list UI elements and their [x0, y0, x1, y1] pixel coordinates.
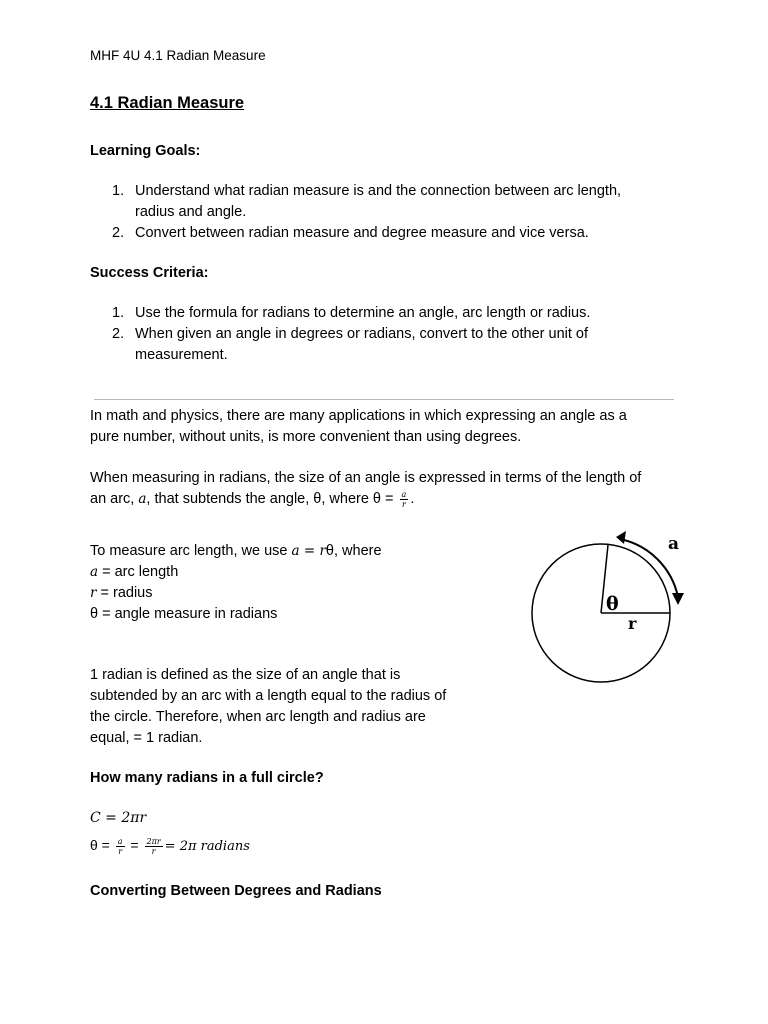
- list-item: 1. Understand what radian measure is and the connection between arc length, radius and angle.: [112, 183, 622, 220]
- full-circle-heading: How many radians in a full circle?: [90, 770, 324, 786]
- converting-heading: Converting Between Degrees and Radians: [90, 883, 382, 899]
- arrow-head-end: [672, 593, 684, 605]
- divider: [94, 399, 674, 400]
- label-a: a: [668, 534, 680, 554]
- label-r: r: [628, 614, 637, 633]
- arrow-head-start: [616, 531, 626, 544]
- full-circle-equation: θ = $\frac{a}{r}$ = $\frac{2\pi r}{r}$ = 2π radians: [90, 836, 250, 856]
- intro-paragraph: In math and physics, there are many applications in which expressing an angle as a pure number, without units, is more convenient than using degrees.: [90, 408, 627, 445]
- list-item: 2. Convert between radian measure and degree measure and vice versa.: [112, 225, 589, 241]
- list-item: 1. Use the formula for radians to determine an angle, arc length or radius.: [112, 305, 591, 321]
- page-header: MHF 4U 4.1 Radian Measure: [90, 48, 266, 63]
- success-criteria-list: [90, 303, 690, 366]
- learning-goals-heading: Learning Goals:: [90, 143, 201, 159]
- page-title: 4.1 Radian Measure: [90, 94, 245, 112]
- arc-length-section: To measure arc length, we use a = rθ, where a = arc length r = radius θ = angle measure in radians: [90, 543, 382, 622]
- list-item: 2. When given an angle in degrees or radians, convert to the other unit of measurement.: [112, 326, 589, 363]
- success-criteria-heading: Success Criteria:: [90, 265, 209, 281]
- learning-goals-list: [90, 181, 690, 244]
- radian-circle-diagram: [520, 525, 710, 695]
- label-theta: θ: [606, 593, 619, 615]
- radian-definition: 1 radian is defined as the size of an angle that is subtended by an arc with a length equal to the radius of the circle. Therefore, when arc length and radius are equal, = 1 radian.: [90, 667, 447, 746]
- arc-paragraph: When measuring in radians, the size of an angle is expressed in terms of the length of an arc, a, that subtends the angle, θ, where θ = $\frac{a}{r}$ .: [90, 470, 642, 509]
- theta-fraction: $\frac{a}{r}$: [401, 489, 407, 509]
- circumference-equation: C = 2πr: [90, 810, 147, 826]
